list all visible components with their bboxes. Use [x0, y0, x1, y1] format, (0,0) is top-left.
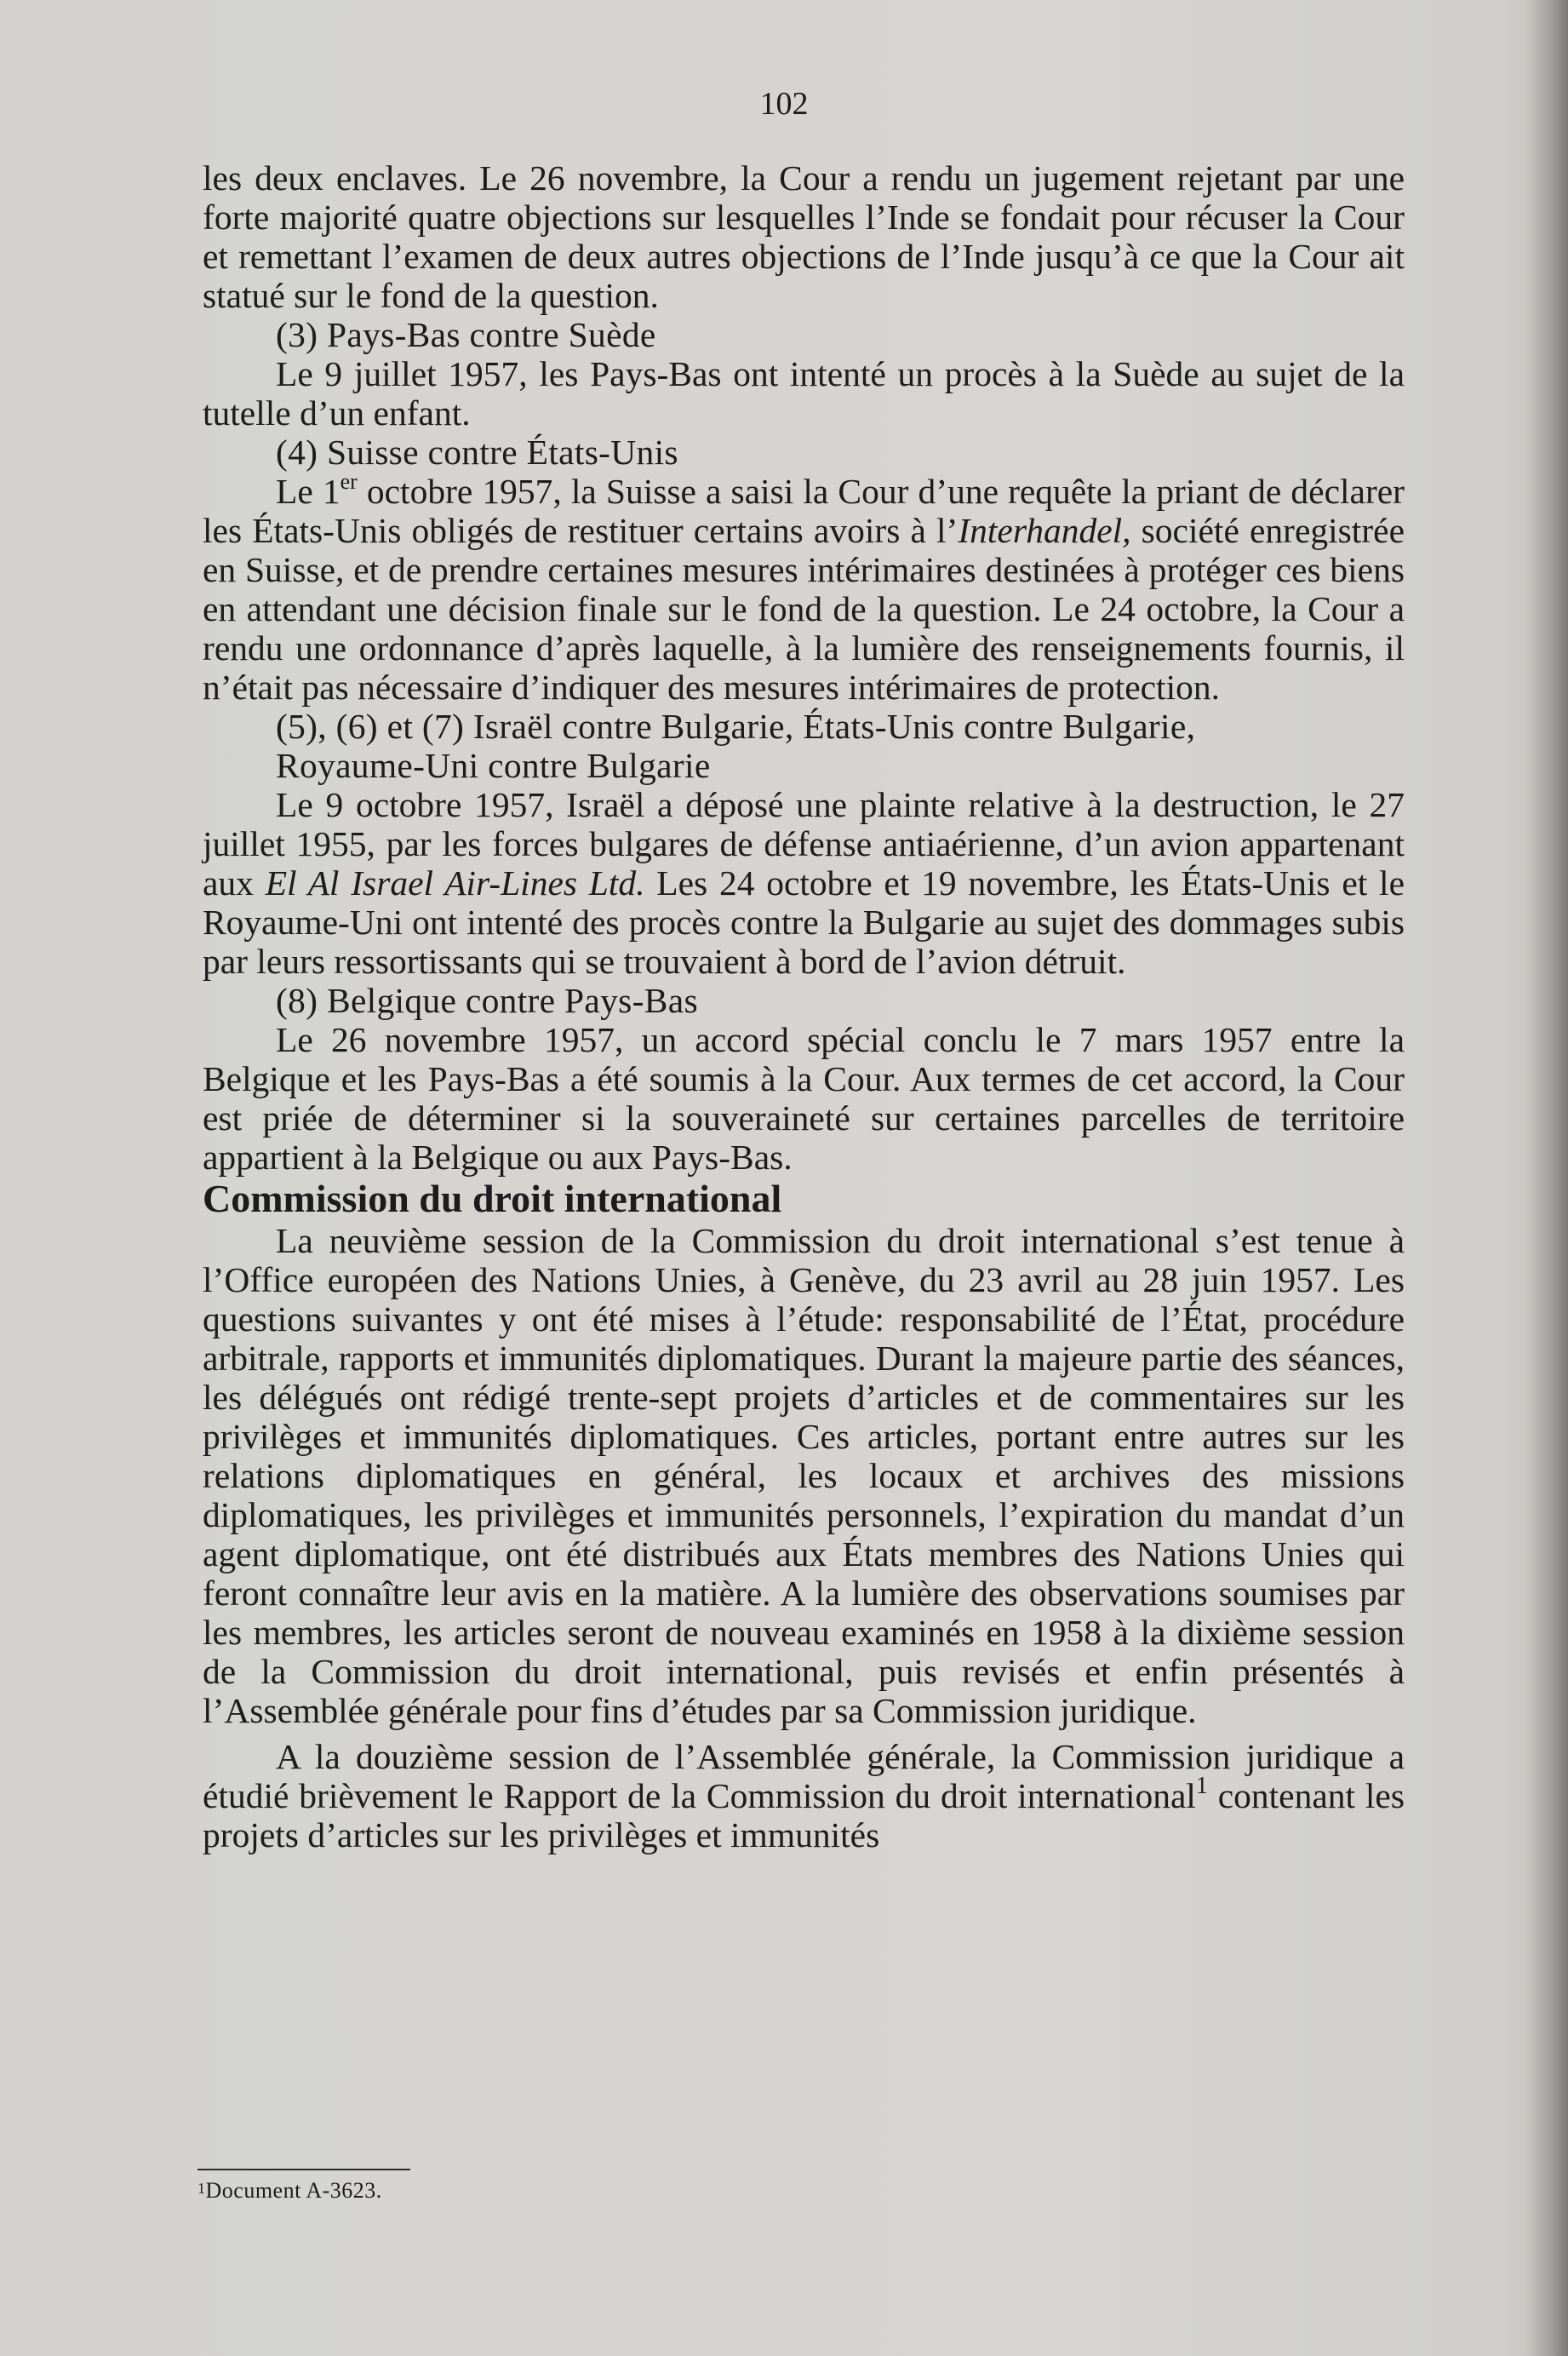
text-span: Le 1 [276, 472, 340, 511]
case-heading-8: (8) Belgique contre Pays-Bas [276, 981, 698, 1020]
ordinal-superscript: er [340, 469, 358, 494]
paragraph-general-assembly [203, 1737, 1405, 1854]
heading-line: Royaume-Uni contre Bulgarie [276, 746, 711, 785]
paragraph-enclaves: les deux enclaves. Le 26 novembre, la Cour a rendu un jugement rejetant par une forte majorité quatre objections sur lesquelles l’Inde se fondait pour récuser la Cour et remettant l’examen de deux autres objections de l’Inde jusqu’à ce que la Cour ait statué sur le fond de la question. [203, 158, 1405, 315]
section-title: Commission du droit international [203, 1177, 782, 1220]
paragraph-case-5-6-7 [203, 785, 1405, 981]
text-span: société enregistrée en Suisse, et de prendre certaines mesures intérimaires destinées à protéger ces biens en attendant une décision finale sur le fond de la question. Le 24 octobre, la Cour a rendu une ordonnance d’après laquelle, à la lumière des renseignements fournis, il n’était pas nécessaire d’indiquer des mesures intérimaires de protection. [203, 511, 1405, 707]
case-heading-5-6-7 [203, 707, 1405, 785]
case-heading-3: (3) Pays-Bas contre Suède [276, 315, 656, 354]
footnote-text: Document A-3623. [205, 2178, 382, 2203]
footnote [197, 2178, 382, 2204]
page-binding-shadow [1527, 0, 1568, 2356]
page-number: 102 [759, 86, 809, 122]
case-heading-4: (4) Suisse contre États-Unis [276, 433, 678, 472]
text-span: A la douzième session de l’Assemblée générale, la Commission juridique a étudié brièvement le Rapport de la Commission du droit international [203, 1737, 1405, 1815]
footnote-marker: 1 [197, 2180, 206, 2197]
text-span: Les 24 octobre et 19 novembre, les États-Unis et le Royaume-Uni ont intenté des procès contre la Bulgarie au sujet des dommages subis par leurs ressortissants qui se trouvaient à bord de l’avion détruit. [203, 863, 1405, 981]
text-span: contenant les projets d’articles sur les privilèges et immunités [203, 1776, 1405, 1854]
paragraph-case-8: Le 26 novembre 1957, un accord spécial conclu le 7 mars 1957 entre la Belgique et les Pays-Bas a été soumis à la Cour. Aux termes de cet accord, la Cour est priée de déterminer si la souveraineté sur certaines parcelles de territoire appartient à la Belgique ou aux Pays-Bas. [203, 1020, 1405, 1177]
paragraph-case-3: Le 9 juillet 1957, les Pays-Bas ont intenté un procès à la Suède au sujet de la tutelle d’un enfant. [203, 354, 1405, 433]
footnote-divider [197, 2169, 410, 2170]
body-text [203, 158, 1405, 1854]
italic-company-name: Interhandel, [958, 511, 1131, 550]
text-span: Le 9 octobre 1957, Israël a déposé une plainte relative à la destruction, le 27 juillet 1955, par les forces bulgares de défense antiaérienne, d’un avion appartenant aux [203, 785, 1405, 903]
paragraph-case-4 [203, 469, 1405, 707]
footnote-reference: 1 [1195, 1773, 1208, 1799]
italic-airline-name: El Al Israel Air-Lines Ltd. [265, 863, 645, 903]
text-span: octobre 1957, la Suisse a saisi la Cour d’une requête la priant de déclarer les États-Unis obligés de restituer certains avoirs à l’ [203, 472, 1405, 550]
paragraph-commission-session: La neuvième session de la Commission du droit international s’est tenue à l’Office européen des Nations Unies, à Genève, du 23 avril au 28 juin 1957. Les questions suivantes y ont été mises à l’étude: responsabilité de l’État, procédure arbitrale, rapports et immunités diplomatiques. Durant la majeure partie des séances, les délégués ont rédigé trente-sept projets d’articles et de commentaires sur les privilèges et immunités diplomatiques. Ces articles, portant entre autres sur les relations diplomatiques en général, les locaux et archives des missions diplomatiques, les privilèges et immunités personnels, l’expiration du mandat d’un agent diplomatique, ont été distribués aux États membres des Nations Unies qui feront connaître leur avis en la matière. A la lumière des observations soumises par les membres, les articles seront de nouveau examinés en 1958 à la dixième session de la Commission du droit international, puis revisés et enfin présentés à l’Assemblée générale pour fins d’études par sa Commission juridique. [203, 1221, 1405, 1730]
heading-line: (5), (6) et (7) Israël contre Bulgarie, États-Unis contre Bulgarie, [276, 707, 1196, 746]
